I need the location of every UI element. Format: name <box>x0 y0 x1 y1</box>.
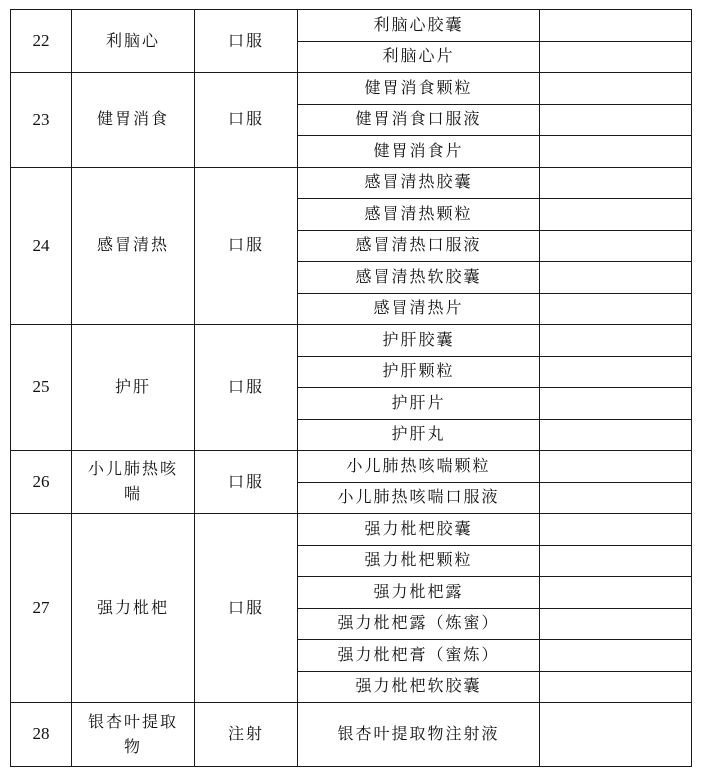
blank-cell <box>540 136 692 168</box>
dosage-form: 感冒清热颗粒 <box>298 199 540 231</box>
dosage-form: 护肝胶囊 <box>298 325 540 357</box>
dosage-form: 感冒清热片 <box>298 293 540 325</box>
row-number: 26 <box>11 451 72 514</box>
blank-cell <box>540 293 692 325</box>
route: 口服 <box>195 10 298 73</box>
dosage-form: 强力枇杷露（炼蜜） <box>298 608 540 640</box>
blank-cell <box>540 703 692 767</box>
dosage-form: 强力枇杷软胶囊 <box>298 671 540 703</box>
blank-cell <box>540 10 692 42</box>
generic-name: 小儿肺热咳喘 <box>72 451 195 514</box>
blank-cell <box>540 640 692 672</box>
dosage-form: 健胃消食片 <box>298 136 540 168</box>
blank-cell <box>540 451 692 483</box>
table-row <box>11 451 692 483</box>
generic-name: 护肝 <box>72 325 195 451</box>
table-row <box>11 167 692 199</box>
blank-cell <box>540 199 692 231</box>
blank-cell <box>540 325 692 357</box>
generic-name: 利脑心 <box>72 10 195 73</box>
route: 口服 <box>195 167 298 325</box>
dosage-form: 强力枇杷膏（蜜炼） <box>298 640 540 672</box>
blank-cell <box>540 356 692 388</box>
row-number: 22 <box>11 10 72 73</box>
blank-cell <box>540 73 692 105</box>
blank-cell <box>540 577 692 609</box>
dosage-form: 强力枇杷露 <box>298 577 540 609</box>
blank-cell <box>540 671 692 703</box>
blank-cell <box>540 419 692 451</box>
dosage-form: 小儿肺热咳喘口服液 <box>298 482 540 514</box>
row-number: 25 <box>11 325 72 451</box>
table-row <box>11 514 692 546</box>
generic-name: 健胃消食 <box>72 73 195 168</box>
table-row <box>11 73 692 105</box>
route: 注射 <box>195 703 298 767</box>
blank-cell <box>540 545 692 577</box>
blank-cell <box>540 388 692 420</box>
blank-cell <box>540 104 692 136</box>
blank-cell <box>540 230 692 262</box>
dosage-form: 护肝丸 <box>298 419 540 451</box>
route: 口服 <box>195 451 298 514</box>
dosage-form: 小儿肺热咳喘颗粒 <box>298 451 540 483</box>
table-row <box>11 325 692 357</box>
table-row <box>11 703 692 767</box>
dosage-form: 强力枇杷胶囊 <box>298 514 540 546</box>
blank-cell <box>540 41 692 73</box>
row-number: 24 <box>11 167 72 325</box>
dosage-form: 强力枇杷颗粒 <box>298 545 540 577</box>
drug-table-body <box>11 10 692 767</box>
drug-table <box>10 9 692 767</box>
blank-cell <box>540 482 692 514</box>
row-number: 23 <box>11 73 72 168</box>
dosage-form: 护肝片 <box>298 388 540 420</box>
generic-name: 感冒清热 <box>72 167 195 325</box>
dosage-form: 银杏叶提取物注射液 <box>298 703 540 767</box>
generic-name: 强力枇杷 <box>72 514 195 703</box>
blank-cell <box>540 167 692 199</box>
dosage-form: 健胃消食颗粒 <box>298 73 540 105</box>
route: 口服 <box>195 73 298 168</box>
generic-name: 银杏叶提取物 <box>72 703 195 767</box>
route: 口服 <box>195 325 298 451</box>
blank-cell <box>540 514 692 546</box>
dosage-form: 利脑心胶囊 <box>298 10 540 42</box>
row-number: 27 <box>11 514 72 703</box>
dosage-form: 护肝颗粒 <box>298 356 540 388</box>
dosage-form: 感冒清热软胶囊 <box>298 262 540 294</box>
dosage-form: 利脑心片 <box>298 41 540 73</box>
route: 口服 <box>195 514 298 703</box>
row-number: 28 <box>11 703 72 767</box>
dosage-form: 感冒清热胶囊 <box>298 167 540 199</box>
blank-cell <box>540 608 692 640</box>
blank-cell <box>540 262 692 294</box>
dosage-form: 健胃消食口服液 <box>298 104 540 136</box>
dosage-form: 感冒清热口服液 <box>298 230 540 262</box>
table-row <box>11 10 692 42</box>
